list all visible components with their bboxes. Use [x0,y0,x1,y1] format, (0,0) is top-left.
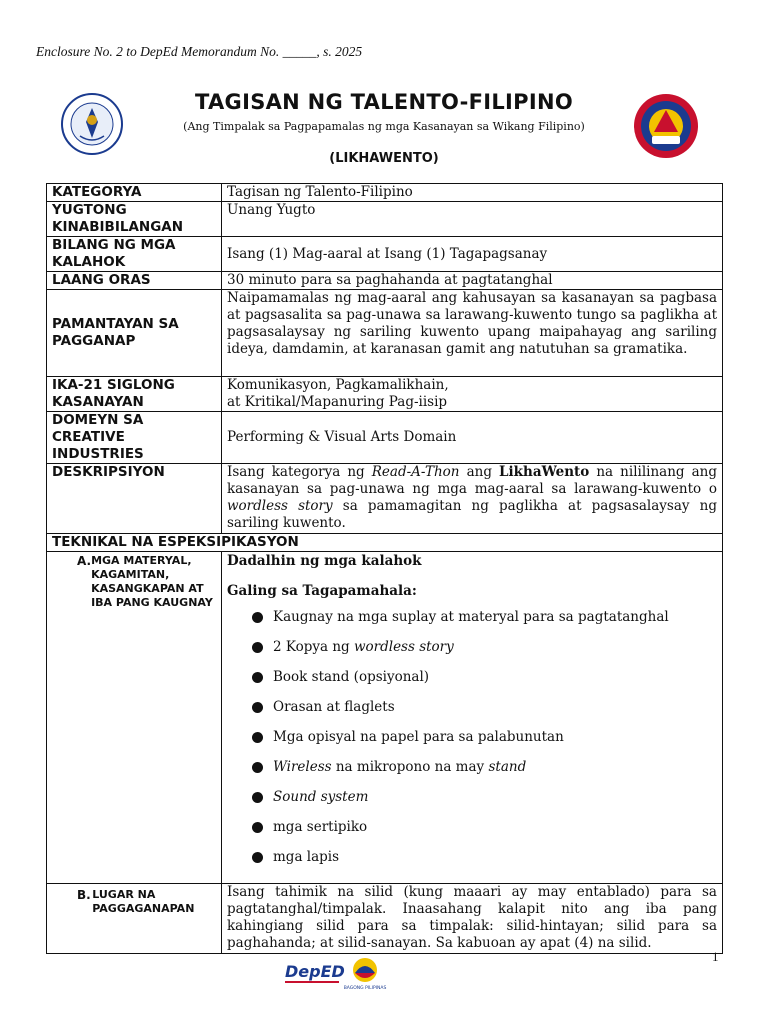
material-item-text [273,639,454,656]
material-item-text [273,609,669,626]
desc-text: sa pamamagitan ng paglikha at pagsasalaysay ng sariling kuwento. [227,498,717,531]
material-item [227,812,717,842]
row-label-domeyn: DOMEYN SA CREATIVE INDUSTRIES [47,412,222,464]
desc-text: Isang kategorya ng [227,464,372,480]
bullet-icon [252,792,263,803]
material-item [227,752,717,782]
material-item-part: wordless story [353,638,454,655]
row-label-teknikal: TEKNIKAL NA ESPEKSIPIKASYON [47,534,723,552]
material-item-part: Sound system [273,788,369,805]
page-title: TAGISAN NG TALENTO-FILIPINO [195,90,573,114]
table-row [47,534,723,552]
section-letter-a: A. [77,554,92,568]
material-item [227,722,717,752]
desc-read-a-thon: Read-A-Thon [371,464,460,480]
table-row [47,202,723,237]
material-item [227,632,717,662]
row-value-domeyn: Performing & Visual Arts Domain [222,412,723,464]
bullet-icon [252,642,263,653]
table-row [47,412,723,464]
material-item [227,662,717,692]
row-value-kategorya: Tagisan ng Talento-Filipino [222,184,723,202]
material-item-part: na mikropono na may [331,758,489,775]
material-item-text [273,729,564,746]
table-row [47,184,723,202]
bullet-icon [252,702,263,713]
material-item-text [273,669,429,686]
material-item-text [273,819,367,836]
material-item-part: Orasan at flaglets [273,698,395,715]
material-item-part: Kaugnay na mga suplay at materyal para sa pagtatanghal [273,608,669,625]
table-row [47,272,723,290]
deped-logo [285,962,345,983]
material-item [227,692,717,722]
material-item-part: mga sertipiko [273,818,368,835]
page-subtitle: (Ang Timpalak sa Pagpapamalas ng mga Kasanayan sa Wikang Filipino) [183,120,585,133]
event-name: (LIKHAWENTO) [329,151,439,166]
row-label-oras: LAANG ORAS [47,272,222,290]
bagong-pilipinas-text: BAGONG PILIPINAS [343,986,387,991]
footer-logos [285,955,395,991]
table-row [47,237,723,272]
row-value-oras: 30 minuto para sa paghahanda at pagtatanghal [222,272,723,290]
table-row [47,290,723,377]
bullet-icon [252,732,263,743]
row-value-lugar: Isang tahimik na silid (kung maaari ay may entablado) para sa pagtatanghal/timpalak. Inaasahang kalapit nito ang iba pang kahingiang silid para sa timpalak: silid-hintayan; silid para sa paghahanda; at silid-sanayan. Sa kabuoan ay apat (4) na silid. [222,884,723,954]
row-label-deskripsiyon: DESKRIPSIYON [47,464,222,534]
material-item-text [273,759,526,776]
siglo-line-2: at Kritikal/Mapanuring Pag-iisip [227,394,448,410]
material-item-part: Mga opisyal na papel para sa palabunutan [273,728,564,745]
desc-text: na nililinang ang kasanayan sa pag-unawa ng mga mag-aaral sa larawang-kuwento o [227,464,717,497]
material-item-text [273,789,368,806]
row-label-kalahok: BILANG NG MGA KALAHOK [47,237,222,272]
galing-heading: Galing sa Tagapamahala: [227,583,417,599]
lugar-label: LUGAR NA PAGGAGANAPAN [92,888,195,915]
bullet-icon [252,672,263,683]
bullet-icon [252,762,263,773]
deped-logo-text: DepED [285,962,345,981]
festival-logo [632,92,700,160]
row-label-materyal [47,552,221,610]
table-row [47,552,723,884]
row-label-siglo: IKA-21 SIGLONG KASANAYAN [47,377,222,412]
desc-likhawento: LikhaWento [499,464,590,480]
desc-wordless-story: wordless story [227,498,333,514]
page-number: 1 [712,949,719,964]
row-value-materyal [222,552,723,884]
section-letter-b: B. [77,888,91,902]
row-label-kategorya: KATEGORYA [47,184,222,202]
bullet-icon [252,852,263,863]
desc-text: ang [459,464,500,480]
material-item-text [273,699,395,716]
dadalhin-heading: Dadalhin ng mga kalahok [227,553,422,569]
row-label-pamantayan: PAMANTAYAN SA PAGGANAP [47,290,222,377]
row-value-yugto: Unang Yugto [222,202,723,237]
material-item-text [273,849,339,866]
material-item-part: mga lapis [273,848,340,865]
specification-table [46,183,723,954]
material-item [227,602,717,632]
material-item-part: Book stand (opsiyonal) [273,668,430,685]
row-value-siglo [222,377,723,412]
enclosure-note: Enclosure No. 2 to DepEd Memorandum No. _____, s. 2025 [36,44,363,59]
table-row [47,884,723,954]
bullet-icon [252,612,263,623]
material-item-part: stand [488,758,527,775]
material-item-part: 2 Kopya ng [273,638,354,655]
material-item-part: Wireless [273,758,332,775]
row-label-yugto: YUGTONG KINABIBILANGAN [47,202,222,237]
row-label-lugar [47,884,221,916]
row-label-materyal-cell [47,552,222,884]
row-label-lugar-cell [47,884,222,954]
row-value-kalahok: Isang (1) Mag-aaral at Isang (1) Tagapagsanay [222,237,723,272]
material-item [227,842,717,872]
row-value-deskripsiyon [222,464,723,534]
table-row [47,377,723,412]
bullet-icon [252,822,263,833]
row-value-pamantayan: Naipamamalas ng mag-aaral ang kahusayan sa kasanayan sa pagbasa at pagsasalita sa pag-unawa sa larawang-kuwento tungo sa paglikha at pagsasalaysay ng sariling kuwento upang maipahayag ang sariling ideya, damdamin, at karanasan gamit ang natutuhan sa gramatika. [222,290,723,377]
materyal-label: MGA MATERYAL, KAGAMITAN, KASANGKAPAN AT IBA PANG KAUGNAY [91,554,213,609]
siglo-line-1: Komunikasyon, Pagkamalikhain, [227,377,449,393]
table-row [47,464,723,534]
bagong-pilipinas-logo [344,958,387,991]
materials-list [227,602,717,872]
material-item [227,782,717,812]
